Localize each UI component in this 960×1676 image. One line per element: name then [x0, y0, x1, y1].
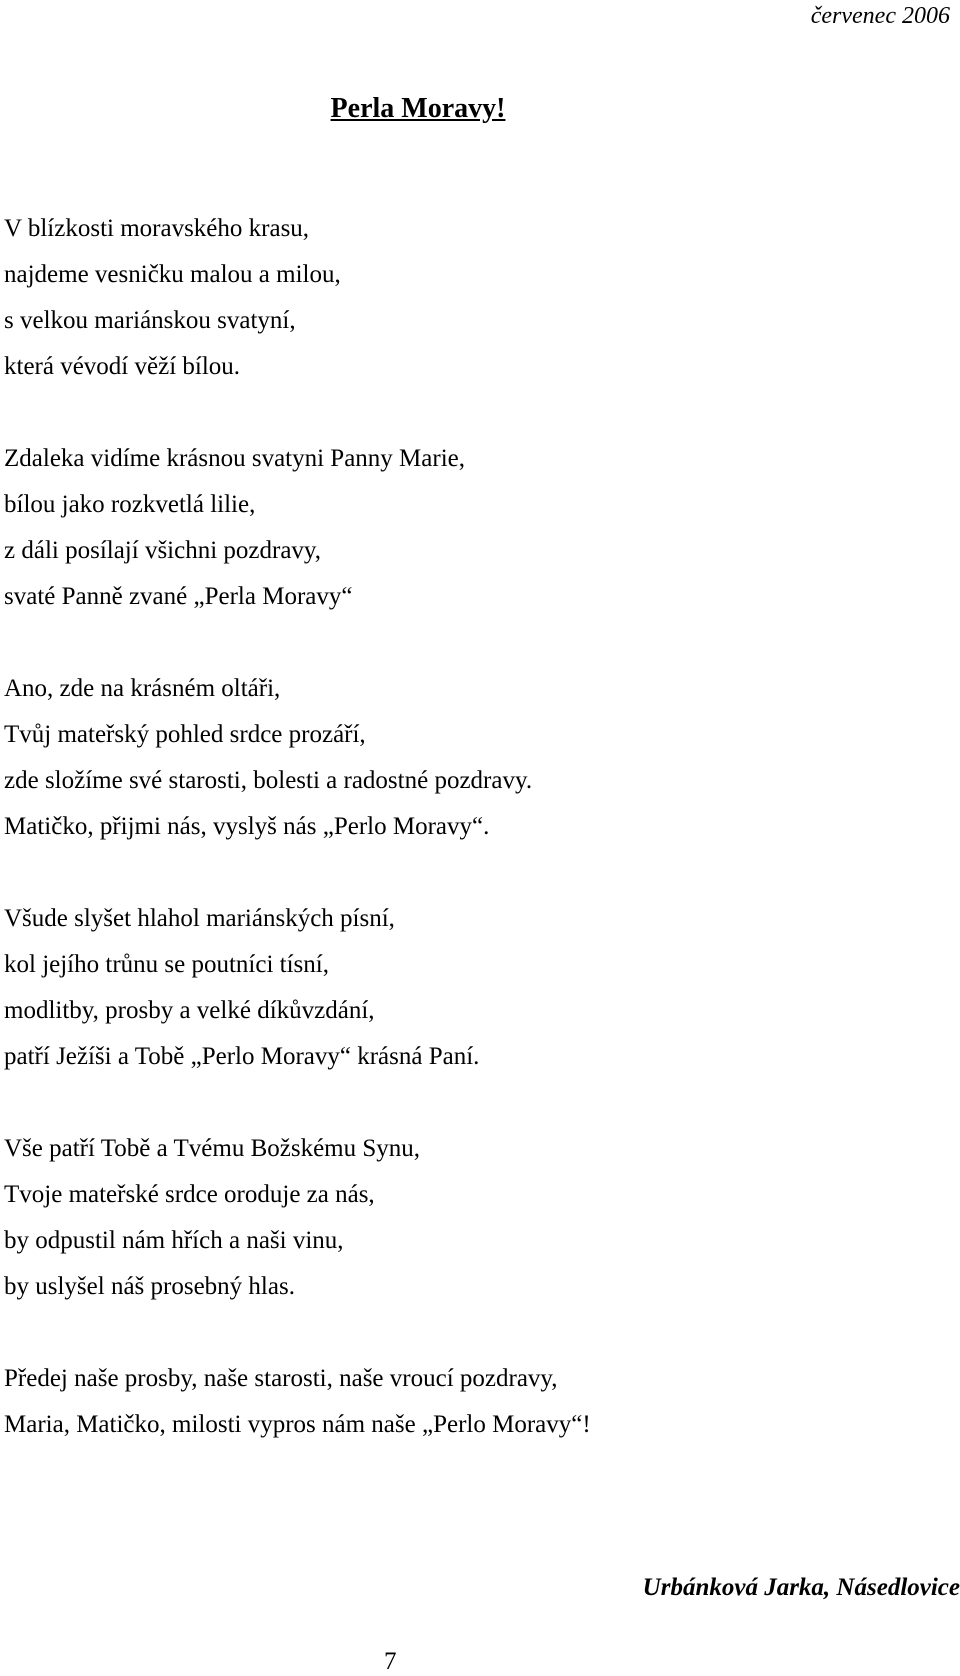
stanza-3: [4, 666, 934, 850]
poem-line: modlitby, prosby a velké díkůvzdání,: [4, 997, 375, 1024]
poem-line: Zdaleka vidíme krásnou svatyni Panny Marie,: [4, 445, 465, 472]
page-number: 7: [384, 1648, 397, 1675]
author-signature: Urbánková Jarka, Násedlovice: [642, 1574, 960, 1601]
poem-line: zde složíme své starosti, bolesti a radostné pozdravy.: [4, 767, 533, 794]
poem-line: z dáli posílají všichni pozdravy,: [4, 537, 322, 564]
poem-line: svaté Panně zvané „Perla Moravy“: [4, 583, 353, 610]
poem-line: V blízkosti moravského krasu,: [4, 215, 310, 242]
poem-line: která vévodí věží bílou.: [4, 353, 241, 380]
poem-line: Vše patří Tobě a Tvému Božskému Synu,: [4, 1135, 421, 1162]
stanza-1: [4, 206, 934, 390]
poem-line: by odpustil nám hřích a naši vinu,: [4, 1227, 344, 1254]
poem-line: Předej naše prosby, naše starosti, naše vroucí pozdravy,: [4, 1365, 558, 1392]
poem-line: Tvoje mateřské srdce oroduje za nás,: [4, 1181, 375, 1208]
poem-line: najdeme vesničku malou a milou,: [4, 261, 341, 288]
poem-line: kol jejího trůnu se poutníci tísní,: [4, 951, 329, 978]
poem-line: patří Ježíši a Tobě „Perlo Moravy“ krásná Paní.: [4, 1043, 480, 1070]
poem-line: Ano, zde na krásném oltáři,: [4, 675, 281, 702]
stanza-5: [4, 1126, 934, 1310]
poem-line: Tvůj mateřský pohled srdce prozáří,: [4, 721, 366, 748]
poem-line: Všude slyšet hlahol mariánských písní,: [4, 905, 395, 932]
poem-line: by uslyšel náš prosebný hlas.: [4, 1273, 295, 1300]
poem-body: [4, 206, 934, 1494]
poem-title: Perla Moravy!: [330, 93, 506, 124]
stanza-2: [4, 436, 934, 620]
poem-line: s velkou mariánskou svatyní,: [4, 307, 296, 334]
poem-line: bílou jako rozkvetlá lilie,: [4, 491, 256, 518]
poem-line: Matičko, přijmi nás, vyslyš nás „Perlo Moravy“.: [4, 813, 490, 840]
stanza-4: [4, 896, 934, 1080]
poem-line: Maria, Matičko, milosti vypros nám naše „Perlo Moravy“!: [4, 1411, 591, 1438]
stanza-6: [4, 1356, 934, 1448]
header-date: červenec 2006: [810, 3, 950, 29]
